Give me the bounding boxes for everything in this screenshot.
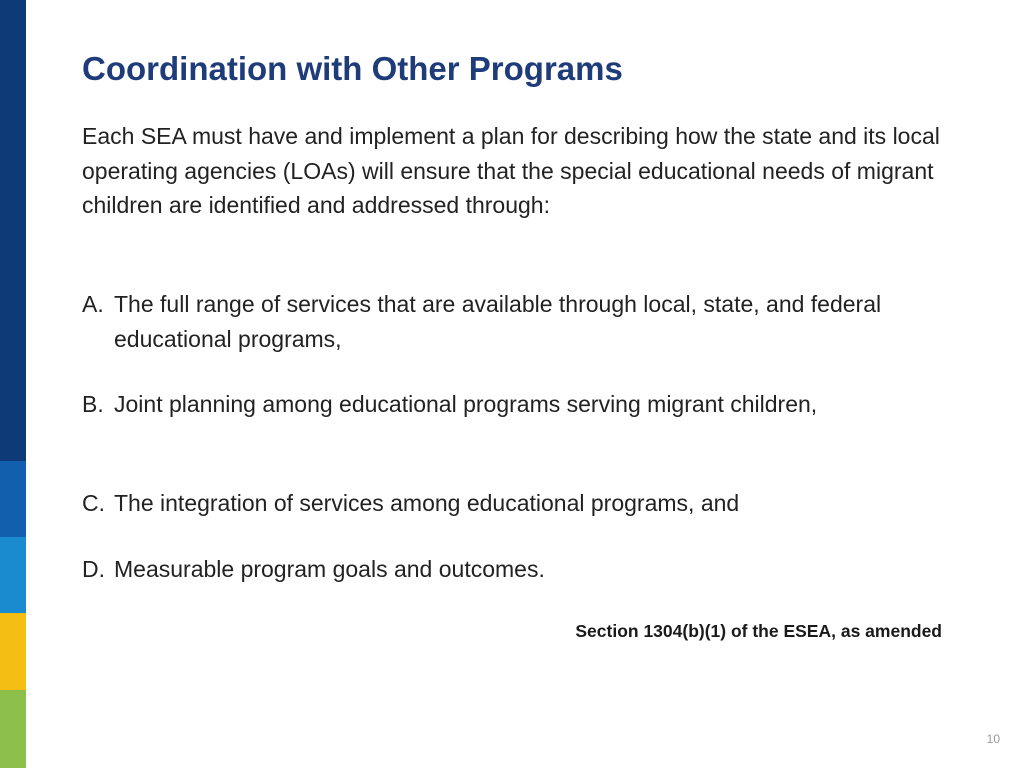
side-bar-blue-segment: [0, 461, 26, 537]
list-letter: C.: [82, 490, 105, 516]
list-text: The full range of services that are available through local, state, and federal educational programs,: [114, 291, 882, 352]
page-number: 10: [986, 732, 1000, 746]
list-letter: D.: [82, 556, 105, 582]
side-bar-light-blue-segment: [0, 537, 26, 613]
list-letter: B.: [82, 391, 104, 417]
side-color-bar: [0, 0, 26, 768]
list-text: The integration of services among educational programs, and: [114, 490, 740, 516]
list-item-d: [82, 552, 942, 587]
list-item-b: [82, 387, 942, 422]
intro-paragraph: Each SEA must have and implement a plan for describing how the state and its local operating agencies (LOAs) will ensure that the special educational needs of migrant children are identified and addressed through:: [82, 123, 940, 218]
list-text: Measurable program goals and outcomes.: [114, 556, 545, 582]
list-item-c: [82, 486, 942, 521]
side-bar-yellow-segment: [0, 613, 26, 690]
side-bar-navy-segment: [0, 0, 26, 461]
side-bar-green-segment: [0, 690, 26, 768]
list-letter: A.: [82, 291, 104, 317]
list-item-a: [82, 287, 942, 356]
citation: Section 1304(b)(1) of the ESEA, as amended: [575, 621, 942, 641]
list-text: Joint planning among educational programs serving migrant children,: [114, 391, 818, 417]
slide-title: Coordination with Other Programs: [82, 50, 623, 87]
